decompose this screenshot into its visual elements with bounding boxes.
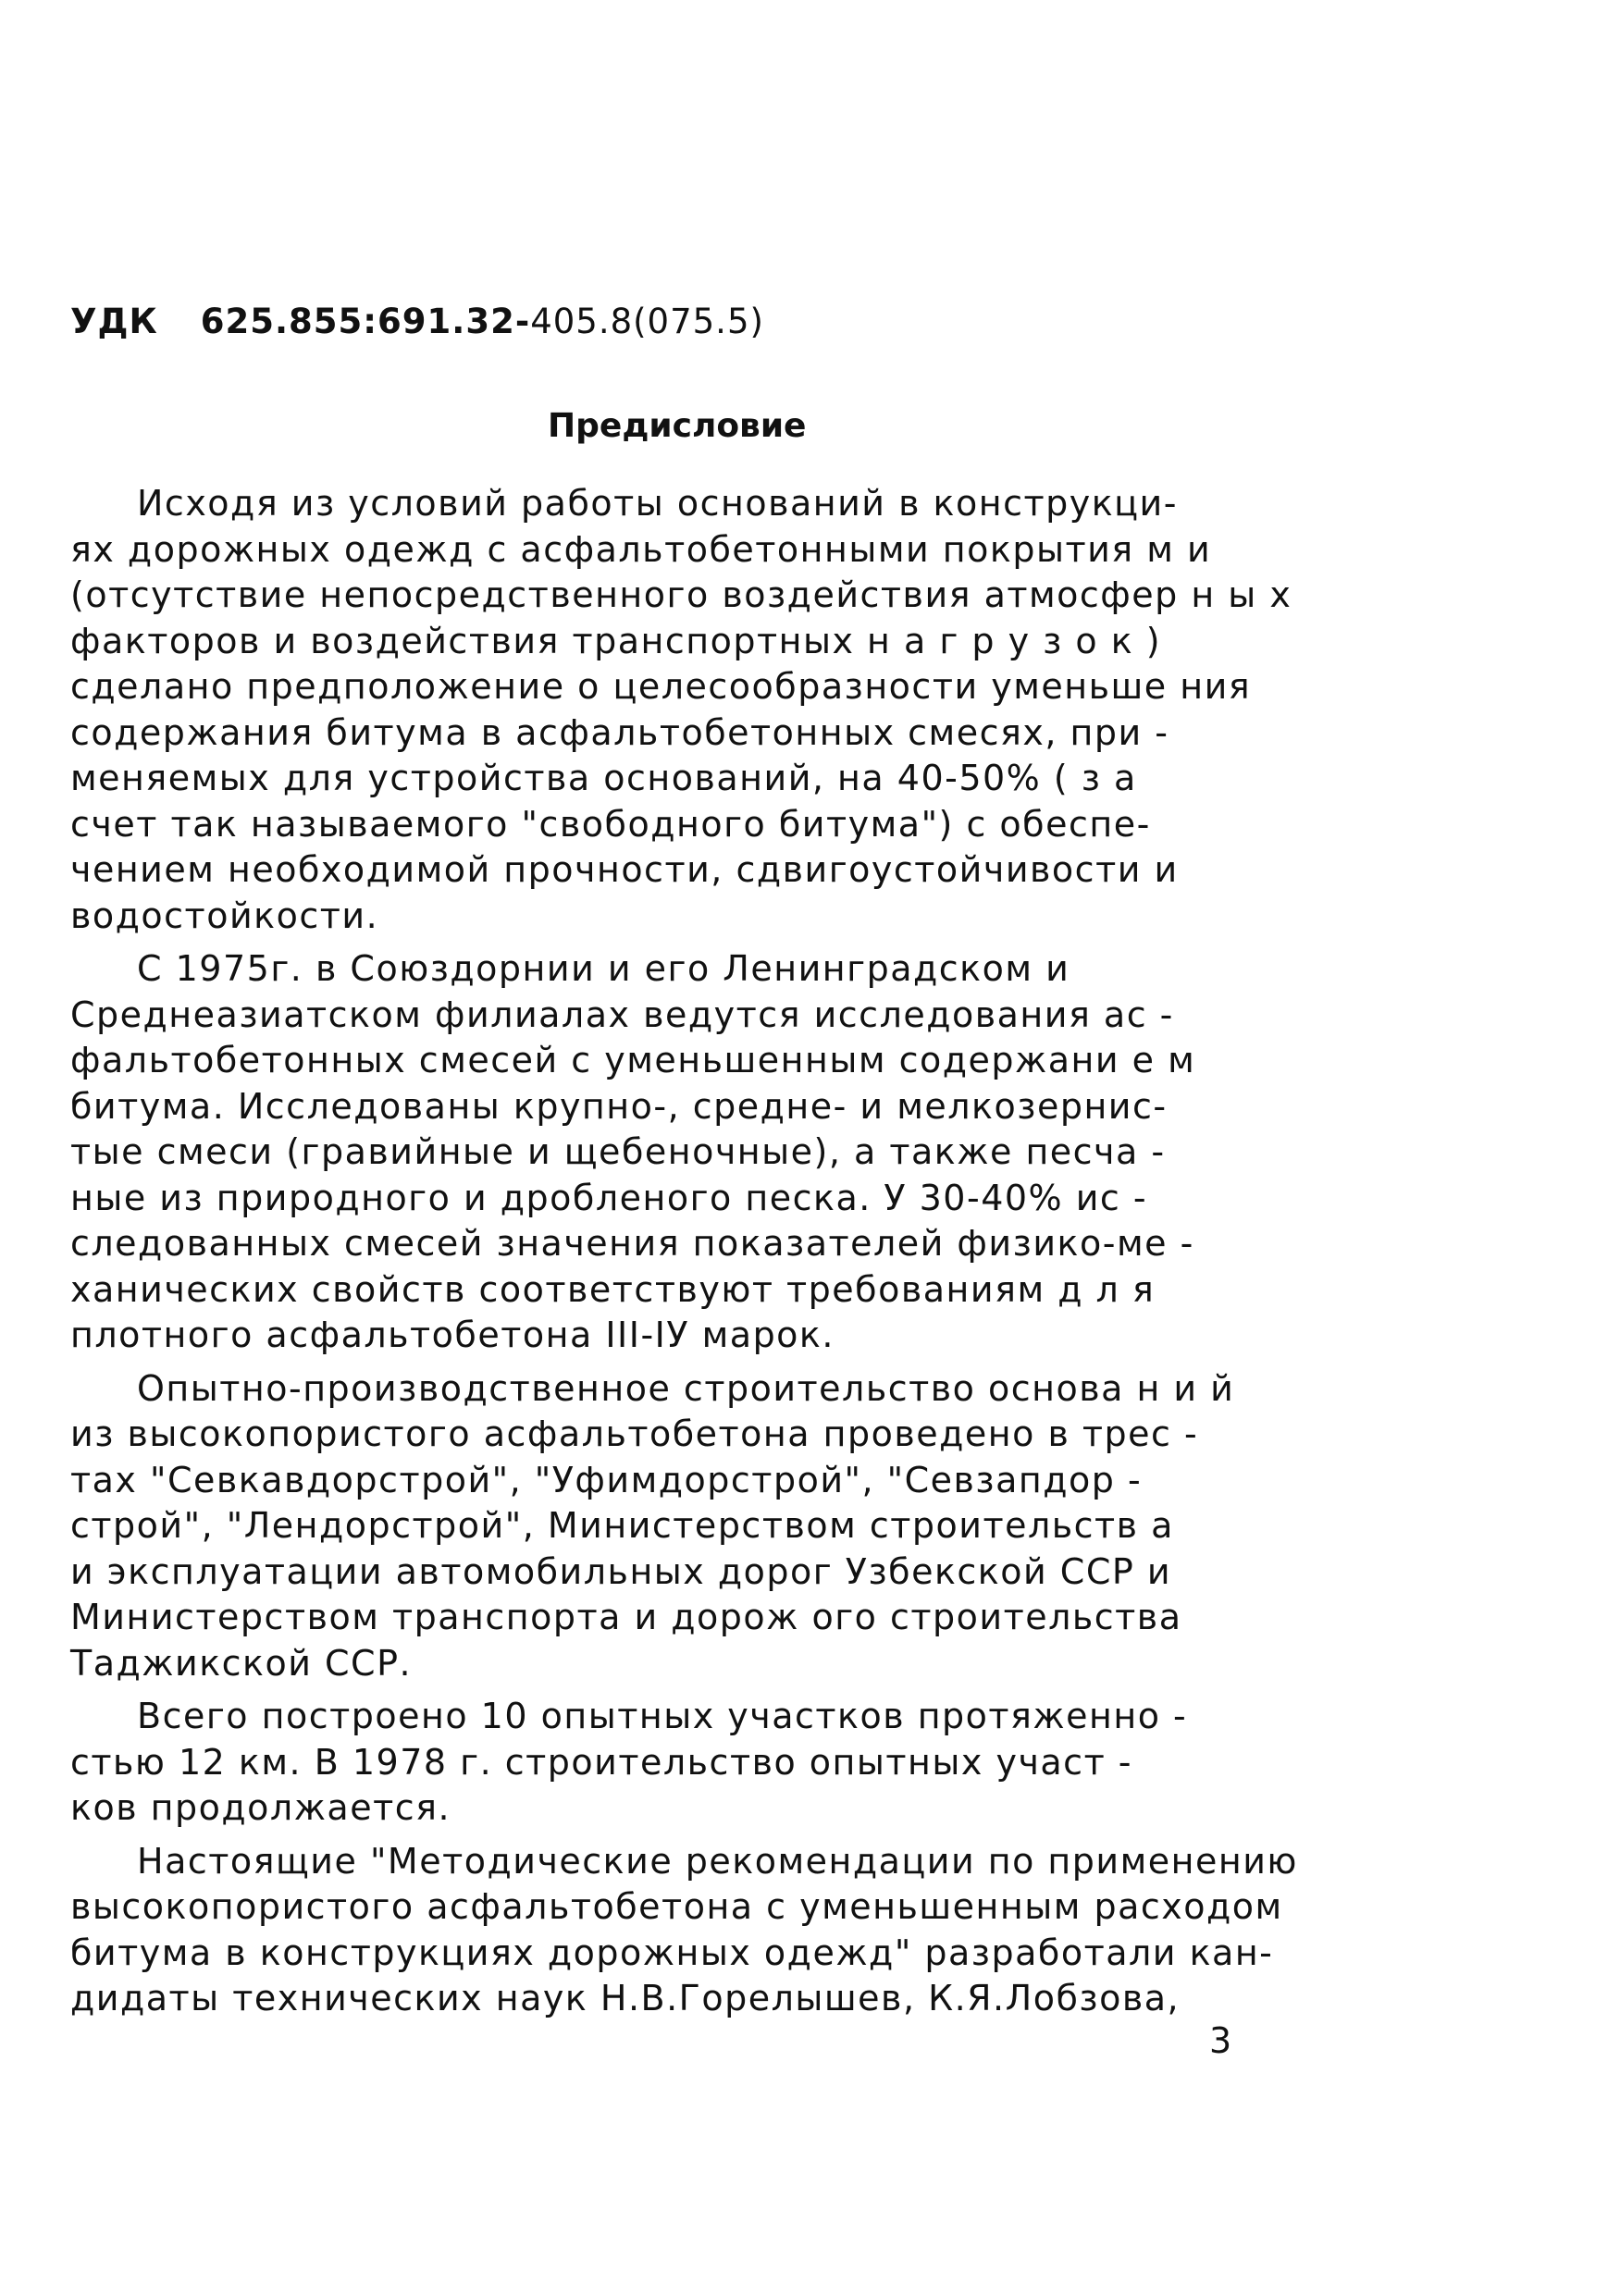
text-line: битума в конструкциях дорожных одежд" разработали кан- xyxy=(70,1932,1274,1973)
text-line: ханических свойств соответствуют требованиям д л я xyxy=(70,1268,1156,1310)
text-line: строй", "Лендорстрой", Министерством строительств а xyxy=(70,1505,1174,1546)
text-line: фальтобетонных смесей с уменьшенным содержани е м xyxy=(70,1040,1196,1080)
text-line: высокопористого асфальтобетона с уменьшенным расходом xyxy=(70,1886,1283,1927)
text-line: Опытно-производственное строительство основа н и й xyxy=(137,1367,1235,1409)
text-line: битума. Исследованы крупно-, средне- и мелкозернис- xyxy=(70,1085,1168,1127)
text-line: водостойкости. xyxy=(70,895,379,936)
text-line: меняемых для устройства оснований, на 40-50% ( з а xyxy=(70,758,1137,798)
text-line: и эксплуатации автомобильных дорог Узбекской ССР и xyxy=(70,1550,1172,1592)
text-line: тые смеси (гравийные и щебеночные), а также песча - xyxy=(70,1131,1166,1172)
text-line: Исходя из условий работы оснований в конструкци- xyxy=(137,483,1178,524)
page-number: 3 xyxy=(1209,2020,1232,2061)
text-line: счет так называемого "свободного битума") с обеспе- xyxy=(70,803,1151,845)
paragraph-gap xyxy=(70,939,1255,946)
paragraph xyxy=(70,481,1292,939)
paragraph xyxy=(70,1839,1298,2022)
paragraph xyxy=(70,946,1255,1359)
text-line: ях дорожных одежд с асфальтобетонными покрытия м и xyxy=(70,528,1212,570)
paragraph-gap xyxy=(70,1832,1255,1839)
text-line: Всего построено 10 опытных участков протяженно - xyxy=(137,1696,1188,1736)
text-line: Настоящие "Методические рекомендации по применению xyxy=(137,1840,1298,1882)
text-line: сделано предположение о целесообразности уменьше ния xyxy=(70,666,1252,707)
paragraph-gap xyxy=(70,1359,1255,1366)
text-line: тах "Севкавдорстрой", "Уфимдорстрой", "Севзапдор - xyxy=(70,1459,1143,1500)
preface-heading: Предисловие xyxy=(548,407,807,445)
text-line: Таджикской ССР. xyxy=(70,1642,413,1684)
paragraph-gap xyxy=(70,1686,1255,1694)
text-line: содержания битума в асфальтобетонных смесях, при - xyxy=(70,711,1169,753)
paragraph xyxy=(70,1366,1255,1687)
text-line: чением необходимой прочности, сдвигоустойчивости и xyxy=(70,849,1179,890)
paragraph xyxy=(70,1694,1255,1832)
text-line: дидаты технических наук Н.В.Горелышев, К.Я.Лобзова, xyxy=(70,1978,1181,2018)
text-line: следованных смесей значения показателей физико-ме - xyxy=(70,1223,1194,1264)
text-line: ные из природного и дробленого песка. У 30-40% ис - xyxy=(70,1177,1148,1218)
preface-body xyxy=(70,481,1298,2022)
udk-code-suffix: 405.8(075.5) xyxy=(530,302,764,341)
text-line: С 1975г. в Союздорнии и его Ленинградском и xyxy=(137,948,1070,989)
udk-label: УДК xyxy=(70,302,158,341)
text-line: плотного асфальтобетона III-IУ марок. xyxy=(70,1315,835,1355)
udk-code-main: 625.855:691.32- xyxy=(200,302,531,341)
text-line: ков продолжается. xyxy=(70,1787,451,1828)
text-line: факторов и воздействия транспортных н а г р у з о к ) xyxy=(70,620,1162,661)
udk-line xyxy=(70,302,764,341)
text-line: из высокопористого асфальтобетона проведено в трес - xyxy=(70,1413,1199,1454)
text-line: (отсутствие непосредственного воздействия атмосфер н ы х xyxy=(70,574,1292,615)
text-line: Министерством транспорта и дорож ого строительства xyxy=(70,1597,1182,1637)
text-line: Среднеазиатском филиалах ведутся исследования ас - xyxy=(70,994,1174,1035)
text-line: стью 12 км. В 1978 г. строительство опытных участ - xyxy=(70,1741,1132,1783)
